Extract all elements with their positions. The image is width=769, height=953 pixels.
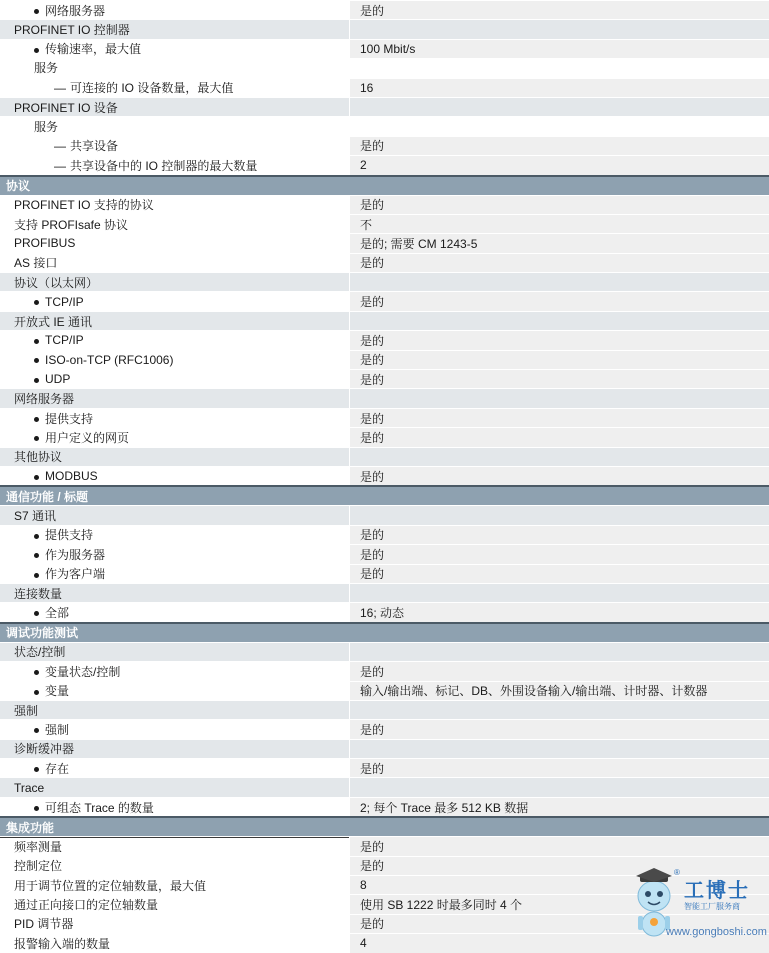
spec-label: 变量状态/控制 [45, 664, 121, 679]
group-value-cell [349, 98, 769, 116]
spec-label: 支持 PROFIsafe 协议 [14, 217, 129, 232]
group-value-cell [349, 389, 769, 407]
spec-row [0, 350, 769, 369]
spec-value: 8 [349, 876, 769, 894]
spec-value: 是的 [349, 331, 769, 349]
spec-row [0, 78, 769, 97]
spec-label-cell [0, 429, 349, 446]
section-title: 集成功能 [6, 820, 55, 835]
spec-value: 是的 [349, 137, 769, 155]
spec-label-cell [0, 216, 349, 233]
watermark-url: www.gongboshi.com [666, 926, 767, 938]
spec-label: 频率测量 [14, 840, 63, 855]
spec-label: 存在 [45, 761, 70, 776]
spec-value: 是的 [349, 662, 769, 680]
spec-label: ISO-on-TCP (RFC1006) [45, 352, 174, 367]
spec-value: 是的 [349, 351, 769, 369]
spec-row [0, 602, 769, 621]
group-value-cell [349, 58, 769, 77]
bullet-icon [34, 806, 39, 811]
group-value-cell [349, 273, 769, 291]
group-label: Trace [14, 780, 45, 795]
group-header [0, 272, 769, 291]
spec-label-cell [0, 604, 349, 621]
group-label: 协议（以太网） [14, 275, 99, 290]
spec-label-cell [0, 565, 349, 582]
spec-row [0, 155, 769, 174]
spec-row [0, 291, 769, 310]
group-header [0, 505, 769, 524]
spec-label: 提供支持 [45, 411, 94, 426]
bullet-icon [34, 690, 39, 695]
spec-row [0, 408, 769, 427]
bullet-icon [34, 339, 39, 344]
dash-icon: — [54, 139, 66, 154]
spec-label-cell [0, 526, 349, 543]
spec-value: 16 [349, 79, 769, 97]
spec-label: 控制定位 [14, 859, 63, 874]
group-label: 网络服务器 [14, 392, 75, 407]
spec-label: 可连接的 IO 设备数量，最大值 [70, 81, 234, 96]
spec-value: 是的 [349, 759, 769, 777]
spec-value: 是的 [349, 428, 769, 446]
spec-value: 是的 [349, 915, 769, 933]
spec-value: 是的 [349, 837, 769, 855]
section-title: 调试功能测试 [6, 626, 79, 641]
spec-label-cell [0, 410, 349, 427]
group-label: 连接数量 [14, 586, 63, 601]
spec-label-cell [0, 2, 349, 19]
spec-label: 用户定义的网页 [45, 430, 130, 445]
bullet-icon [34, 573, 39, 578]
spec-value: 16; 动态 [349, 603, 769, 621]
spec-row [0, 719, 769, 738]
spec-label-cell [0, 196, 349, 213]
subgroup-header [0, 58, 769, 77]
group-value-cell [349, 448, 769, 466]
watermark-subtitle: 智能工厂服务商 [684, 902, 740, 911]
watermark-logo [628, 866, 767, 946]
spec-value: 是的; 需要 CM 1243-5 [349, 234, 769, 252]
spec-value: 是的 [349, 857, 769, 875]
spec-label-cell [0, 857, 349, 874]
group-label: 诊断缓冲器 [14, 742, 75, 757]
spec-value: 是的 [349, 1, 769, 19]
spec-row [0, 136, 769, 155]
spec-value: 是的 [349, 467, 769, 485]
spec-label-cell [0, 137, 349, 154]
group-label: 状态/控制 [14, 645, 66, 660]
spec-row [0, 233, 769, 252]
spec-label-cell [0, 469, 349, 483]
spec-label-cell [0, 40, 349, 57]
spec-value: 2; 每个 Trace 最多 512 KB 数据 [349, 798, 769, 816]
spec-label: 作为客户端 [45, 567, 106, 582]
spec-value: 是的 [349, 196, 769, 214]
bullet-icon [34, 9, 39, 14]
spec-label: MODBUS [45, 469, 98, 484]
spec-row [0, 39, 769, 58]
spec-label-cell [0, 935, 349, 952]
bullet-icon [34, 611, 39, 616]
bullet-icon [34, 670, 39, 675]
group-header [0, 777, 769, 796]
bullet-icon [34, 48, 39, 53]
spec-label-cell [0, 157, 349, 174]
group-value-cell [349, 116, 769, 135]
spec-row [0, 466, 769, 485]
bullet-icon [34, 767, 39, 772]
spec-label: PID 调节器 [14, 917, 74, 932]
spec-label-cell [0, 877, 349, 894]
section-header [0, 622, 769, 642]
spec-value: 2 [349, 156, 769, 174]
watermark-title: 工博士 [684, 880, 750, 902]
spec-label: PROFINET IO 支持的协议 [14, 198, 154, 213]
group-value-cell [349, 740, 769, 758]
spec-row [0, 758, 769, 777]
spec-label: 报警输入端的数量 [14, 936, 111, 951]
subgroup-header [0, 116, 769, 135]
group-label: 其他协议 [14, 450, 63, 465]
spec-label-cell [0, 663, 349, 680]
spec-value: 是的 [349, 565, 769, 583]
group-value-cell [349, 584, 769, 602]
group-label: 开放式 IE 通讯 [14, 314, 93, 329]
spec-value: 不 [349, 215, 769, 233]
spec-row [0, 836, 769, 855]
spec-label: 作为服务器 [45, 547, 106, 562]
bullet-icon [34, 534, 39, 539]
spec-row [0, 661, 769, 680]
spec-label: 通过正向接口的定位轴数量 [14, 898, 159, 913]
spec-label-cell [0, 372, 349, 386]
section-title: 通信功能 / 标题 [6, 489, 89, 504]
spec-row [0, 195, 769, 214]
group-header [0, 642, 769, 661]
spec-label: 可组态 Trace 的数量 [45, 800, 154, 815]
group-header [0, 700, 769, 719]
section-header [0, 175, 769, 195]
spec-row [0, 369, 769, 388]
registered-mark: ® [674, 868, 680, 877]
group-label: 强制 [14, 703, 39, 718]
spec-label-cell [0, 837, 349, 855]
section-header [0, 485, 769, 505]
spec-label: 变量 [45, 684, 70, 699]
spec-label-cell [0, 236, 349, 250]
spec-label-cell [0, 760, 349, 777]
spec-label-cell [0, 333, 349, 347]
spec-label-cell [0, 682, 349, 699]
bullet-icon [34, 436, 39, 441]
spec-row [0, 681, 769, 700]
spec-label-cell [0, 79, 349, 96]
spec-row [0, 544, 769, 563]
spec-value: 是的 [349, 720, 769, 738]
spec-label: 提供支持 [45, 528, 94, 543]
spec-label-cell [0, 799, 349, 816]
group-header [0, 388, 769, 407]
group-header [0, 583, 769, 602]
dash-icon: — [54, 158, 66, 173]
group-value-cell [349, 701, 769, 719]
group-header [0, 19, 769, 38]
group-header [0, 739, 769, 758]
bullet-icon [34, 300, 39, 305]
group-label: S7 通讯 [14, 509, 57, 524]
spec-row [0, 525, 769, 544]
spec-label: 全部 [45, 606, 70, 621]
spec-label-cell [0, 915, 349, 932]
spec-value: 是的 [349, 545, 769, 563]
bullet-icon [34, 475, 39, 480]
spec-label: 共享设备 [70, 139, 119, 154]
group-value-cell [349, 506, 769, 524]
group-value-cell [349, 312, 769, 330]
bullet-icon [34, 417, 39, 422]
group-label: 服务 [34, 61, 59, 76]
spec-label-cell [0, 353, 349, 367]
spec-label: AS 接口 [14, 256, 58, 271]
group-header [0, 311, 769, 330]
spec-label: 用于调节位置的定位轴数量，最大值 [14, 878, 207, 893]
spec-label: TCP/IP [45, 294, 84, 309]
group-label: PROFINET IO 控制器 [14, 23, 130, 38]
spec-value: 100 Mbit/s [349, 40, 769, 58]
dash-icon: — [54, 81, 66, 96]
bullet-icon [34, 553, 39, 558]
spec-label: PROFIBUS [14, 236, 76, 251]
group-value-cell [349, 643, 769, 661]
spec-value: 输入/输出端、标记、DB、外围设备输入/输出端、计时器、计数器 [349, 682, 769, 700]
bullet-icon [34, 358, 39, 363]
spec-label: TCP/IP [45, 333, 84, 348]
spec-label: 网络服务器 [45, 3, 106, 18]
spec-value: 使用 SB 1222 时最多同时 4 个 [349, 895, 769, 913]
spec-label-cell [0, 896, 349, 913]
spec-label: UDP [45, 372, 71, 387]
spec-value: 4 [349, 934, 769, 952]
group-header [0, 447, 769, 466]
group-label: 服务 [34, 119, 59, 134]
spec-value: 是的 [349, 370, 769, 388]
spec-label: 强制 [45, 722, 70, 737]
spec-row [0, 0, 769, 19]
group-value-cell [349, 20, 769, 38]
bullet-icon [34, 378, 39, 383]
spec-value: 是的 [349, 254, 769, 272]
bullet-icon [34, 728, 39, 733]
spec-value: 是的 [349, 526, 769, 544]
spec-row [0, 427, 769, 446]
spec-value: 是的 [349, 409, 769, 427]
spec-label-cell [0, 254, 349, 271]
spec-label: 传输速率，最大值 [45, 42, 142, 57]
spec-row [0, 253, 769, 272]
spec-row [0, 797, 769, 816]
spec-value: 是的 [349, 292, 769, 310]
spec-label-cell [0, 721, 349, 738]
group-label: PROFINET IO 设备 [14, 100, 118, 115]
spec-row [0, 564, 769, 583]
group-header [0, 97, 769, 116]
group-value-cell [349, 778, 769, 796]
spec-label-cell [0, 295, 349, 309]
section-header [0, 816, 769, 836]
spec-row [0, 214, 769, 233]
spec-label: 共享设备中的 IO 控制器的最大数量 [70, 158, 258, 173]
section-title: 协议 [6, 179, 31, 194]
spec-row [0, 330, 769, 349]
spec-label-cell [0, 546, 349, 563]
